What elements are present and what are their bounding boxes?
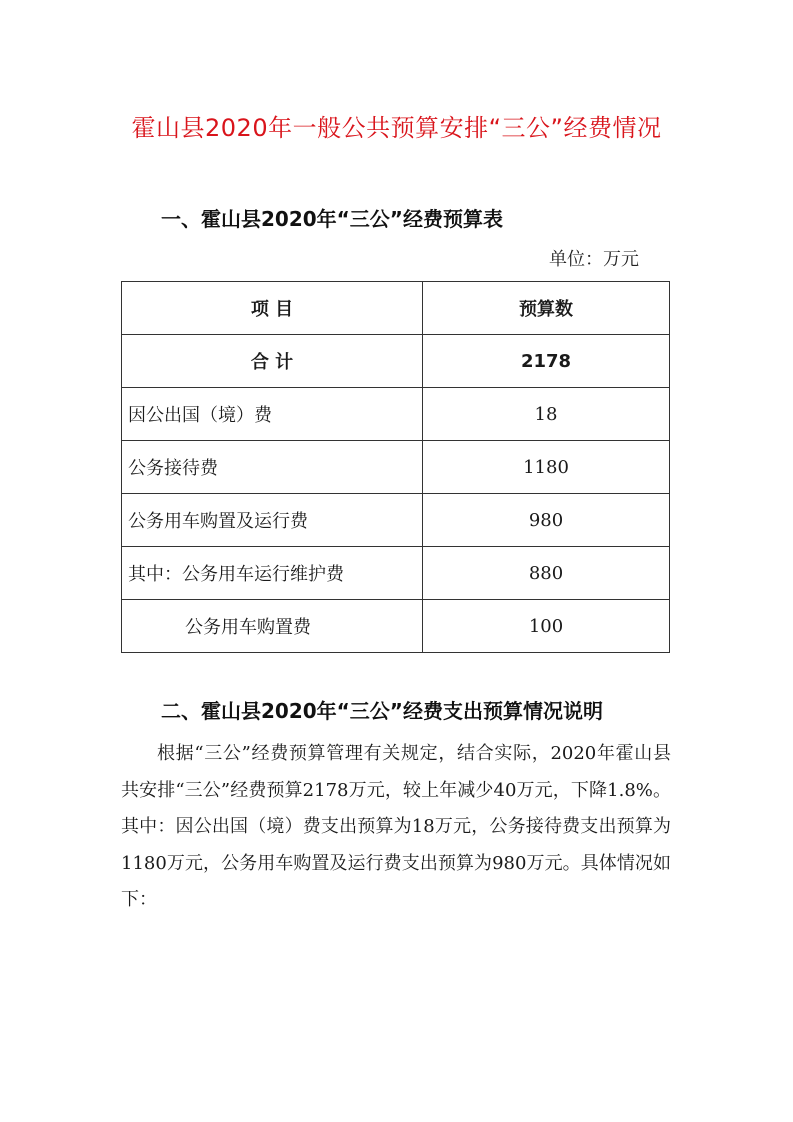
row-value: 1180: [423, 441, 670, 494]
budget-table: [121, 281, 670, 653]
table-row: [122, 494, 670, 547]
row-value: 100: [423, 600, 670, 653]
row-value: 880: [423, 547, 670, 600]
total-value: 2178: [423, 335, 670, 388]
total-label: 合 计: [122, 335, 423, 388]
section-1-heading: 一、霍山县2020年“三公”经费预算表: [161, 207, 503, 231]
table-row: [122, 547, 670, 600]
header-budget: 预算数: [423, 282, 670, 335]
row-name: 公务用车购置及运行费: [122, 494, 423, 547]
table-header-row: [122, 282, 670, 335]
row-value: 18: [423, 388, 670, 441]
row-name: 公务用车购置费: [122, 600, 423, 653]
row-name: 因公出国（境）费: [122, 388, 423, 441]
explanation-paragraph: 根据“三公”经费预算管理有关规定，结合实际，2020年霍山县共安排“三公”经费预算2178万元，较上年减少40万元，下降1.8%。其中：因公出国（境）费支出预算为18万元，公务接待费支出预算为1180万元，公务用车购置及运行费支出预算为980万元。具体情况如下：: [121, 743, 671, 910]
table-row: [122, 600, 670, 653]
document-title: 霍山县2020年一般公共预算安排“三公”经费情况: [131, 114, 662, 142]
row-name: 其中：公务用车运行维护费: [122, 547, 423, 600]
header-item: 项 目: [122, 282, 423, 335]
row-name: 公务接待费: [122, 441, 423, 494]
section-2-heading: 二、霍山县2020年“三公”经费支出预算情况说明: [161, 699, 603, 723]
table-row: [122, 441, 670, 494]
row-value: 980: [423, 494, 670, 547]
unit-label: 单位：万元: [549, 249, 639, 270]
table-row: [122, 388, 670, 441]
table-total-row: [122, 335, 670, 388]
